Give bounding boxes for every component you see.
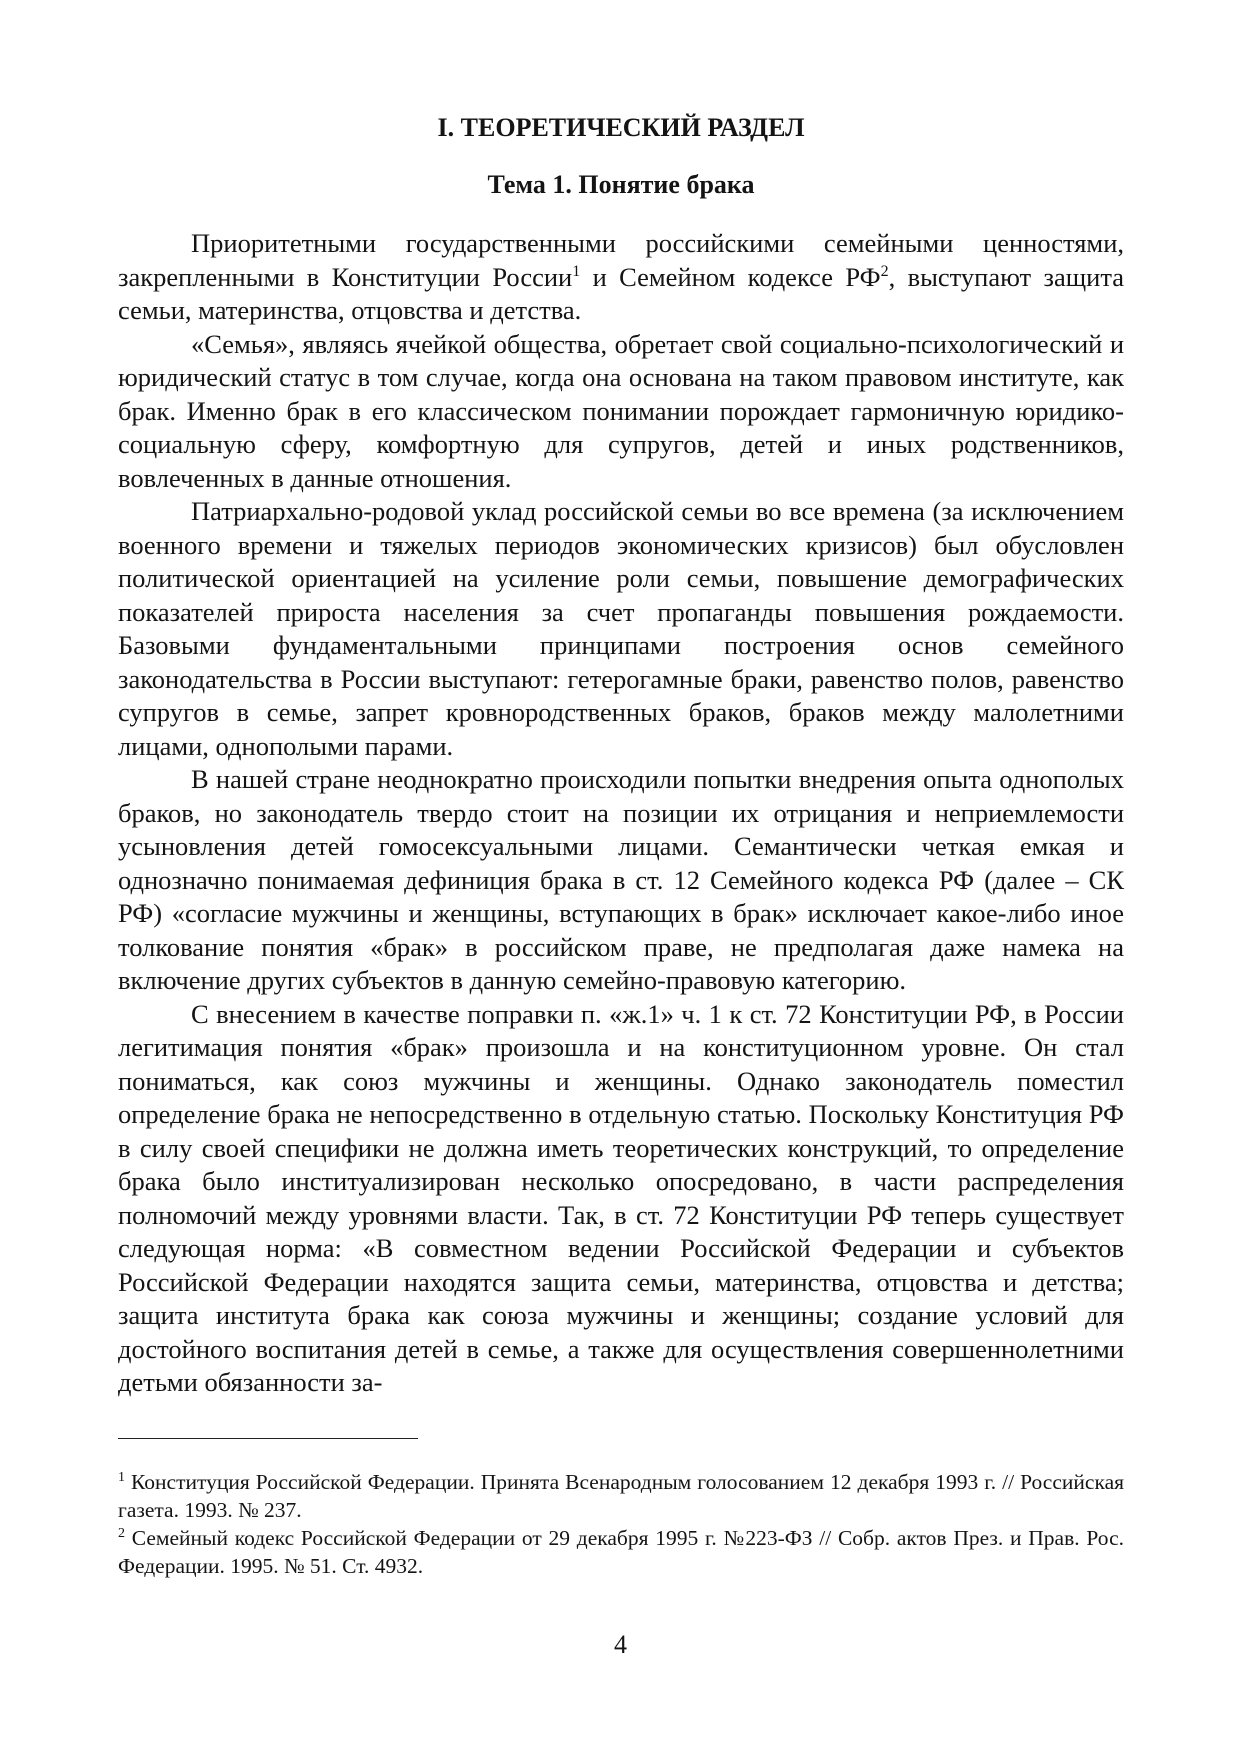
paragraph-5: С внесением в качестве поправки п. «ж.1» ч. 1 к ст. 72 Конституции РФ, в России легитимация понятия «брак» произошла и на конституционном уровне. Он стал пониматься, как союз мужчины и женщины. Однако законодатель поместил определение брака не непосредственно в отдельную статью. Поскольку Конституция РФ в силу своей специфики не должна иметь теоретических конструкций, то определение брака было институализирован несколько опосредовано, в части распределения полномочий между уровнями власти. Так, в ст. 72 Конституции РФ теперь существует следующая норма: «В совместном ведении Российской Федерации и субъектов Российской Федерации находятся защита семьи, материнства, отцовства и детства; защита института брака как союза мужчины и женщины; создание условий для достойного воспитания детей в семье, а также для осуществления совершеннолетними детьми обязанности за- (118, 998, 1124, 1397)
footnote-ref-2: 2 (880, 262, 889, 280)
footnote-1-mark: 1 (118, 1469, 125, 1485)
paragraph-4: В нашей стране неоднократно происходили попытки внедрения опыта однополых браков, но законодатель твердо стоит на позиции их отрицания и неприемлемости усыновления детей гомосексуальными лицами. Семантически четкая емкая и однозначно понимаемая дефиниция брака в ст. 12 Семейного кодекса РФ (далее – СК РФ) «согласие мужчины и женщины, вступающих в брак» исключает какое-либо иное толкование понятия «брак» в российском праве, не предполагая даже намека на включение других субъектов в данную семейно-правовую категорию. (118, 764, 1124, 995)
footnote-1 (118, 1468, 1124, 1524)
paragraph-1-part-c: , выступают защита семьи, материнства, отцовства и детства. (118, 261, 1124, 325)
footnote-ref-1: 1 (572, 262, 581, 280)
paragraph-3: Патриархально-родовой уклад российской семьи во все времена (за исключением военного времени и тяжелых периодов экономических кризисов) был обусловлен политической ориентацией на усиление роли семьи, повышение демографических показателей прироста населения за счет пропаганды повышения рождаемости. Базовыми фундаментальными принципами построения основ семейного законодательства в России выступают: гетерогамные браки, равенство полов, равенство супругов в семье, запрет кровнородственных браков, браков между малолетними лицами, однополыми парами. (118, 496, 1124, 761)
topic-title: Тема 1. Понятие брака (487, 170, 755, 199)
paragraph-1-part-b: и Семейном кодексе РФ (580, 261, 881, 292)
paragraph-1 (118, 227, 1124, 328)
document-page (118, 112, 1124, 1580)
section-title: I. ТЕОРЕТИЧЕСКИЙ РАЗДЕЛ (437, 113, 805, 142)
footnotes (118, 1468, 1124, 1580)
page-number: 4 (614, 1630, 627, 1659)
footnote-2-mark: 2 (118, 1525, 125, 1541)
footnote-2-text: Семейный кодекс Российской Федерации от 29 декабря 1995 г. №223-ФЗ // Собр. актов През. и Прав. Рос. Федерации. 1995. № 51. Ст. 4932. (118, 1525, 1124, 1578)
footnote-2 (118, 1524, 1124, 1580)
body-text (118, 227, 1124, 1400)
paragraph-2: «Семья», являясь ячейкой общества, обретает свой социально-психологический и юридический статус в том случае, когда она основана на таком правовом институте, как брак. Именно брак в его классическом понимании порождает гармоничную юридико-социальную сферу, комфортную для супругов, детей и иных родственников, вовлеченных в данные отношения. (118, 328, 1124, 493)
paragraph-1-part-a: Приоритетными государственными российскими семейными ценностями, закрепленными в Конституции России (118, 228, 1124, 292)
footnote-1-text: Конституция Российской Федерации. Принята Всенародным голосованием 12 декабря 1993 г. // Российская газета. 1993. № 237. (118, 1469, 1124, 1522)
footnote-divider (118, 1438, 418, 1439)
